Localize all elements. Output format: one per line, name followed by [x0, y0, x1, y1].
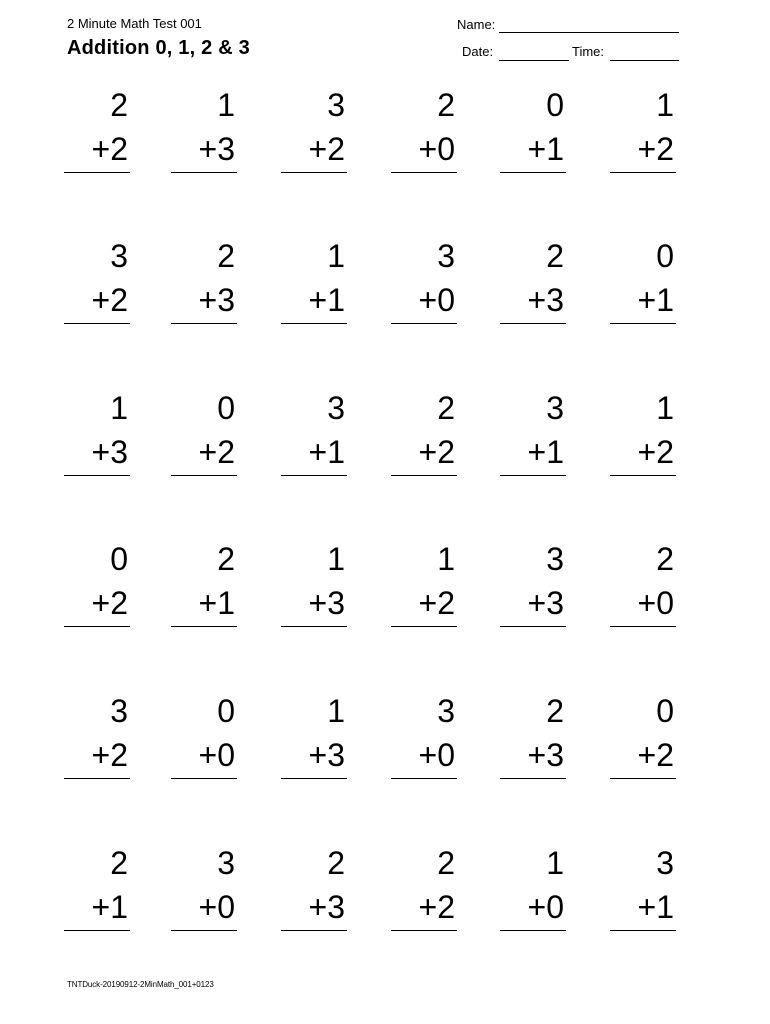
- answer-line[interactable]: [281, 475, 347, 476]
- answer-line[interactable]: [281, 323, 347, 324]
- answer-line[interactable]: [64, 172, 130, 173]
- bottom-addend: +1: [308, 434, 345, 470]
- bottom-addend: +3: [527, 585, 564, 621]
- addition-problem: [281, 238, 347, 338]
- top-addend: 2: [546, 693, 564, 729]
- answer-line[interactable]: [500, 778, 566, 779]
- bottom-addend: +2: [418, 889, 455, 925]
- bottom-addend: +3: [308, 737, 345, 773]
- top-addend: 3: [656, 845, 674, 881]
- addition-problem: [64, 87, 130, 187]
- top-addend: 2: [437, 87, 455, 123]
- top-addend: 2: [110, 87, 128, 123]
- addition-problem: [171, 845, 237, 945]
- bottom-addend: +1: [637, 282, 674, 318]
- answer-line[interactable]: [500, 475, 566, 476]
- bottom-addend: +2: [637, 131, 674, 167]
- answer-line[interactable]: [610, 930, 676, 931]
- addition-problem: [64, 845, 130, 945]
- page-title: Addition 0, 1, 2 & 3: [67, 37, 250, 59]
- bottom-addend: +3: [91, 434, 128, 470]
- addition-problem: [171, 390, 237, 490]
- addition-problem: [391, 693, 457, 793]
- top-addend: 2: [656, 541, 674, 577]
- addition-problem: [281, 693, 347, 793]
- bottom-addend: +2: [91, 282, 128, 318]
- top-addend: 2: [437, 845, 455, 881]
- top-addend: 2: [327, 845, 345, 881]
- bottom-addend: +2: [91, 585, 128, 621]
- answer-line[interactable]: [64, 323, 130, 324]
- date-label: Date:: [462, 44, 494, 59]
- bottom-addend: +2: [91, 737, 128, 773]
- addition-problem: [64, 390, 130, 490]
- addition-problem: [610, 541, 676, 641]
- addition-problem: [391, 87, 457, 187]
- top-addend: 3: [437, 693, 455, 729]
- answer-line[interactable]: [391, 323, 457, 324]
- answer-line[interactable]: [281, 778, 347, 779]
- answer-line[interactable]: [391, 930, 457, 931]
- bottom-addend: +0: [527, 889, 564, 925]
- top-addend: 0: [656, 693, 674, 729]
- addition-problem: [391, 541, 457, 641]
- answer-line[interactable]: [64, 626, 130, 627]
- top-addend: 3: [110, 693, 128, 729]
- top-addend: 0: [110, 541, 128, 577]
- addition-problem: [281, 390, 347, 490]
- answer-line[interactable]: [171, 930, 237, 931]
- bottom-addend: +1: [91, 889, 128, 925]
- answer-line[interactable]: [500, 172, 566, 173]
- addition-problem: [500, 87, 566, 187]
- bottom-addend: +2: [637, 737, 674, 773]
- bottom-addend: +3: [308, 889, 345, 925]
- addition-problem: [281, 541, 347, 641]
- bottom-addend: +1: [527, 131, 564, 167]
- answer-line[interactable]: [391, 172, 457, 173]
- addition-problem: [171, 238, 237, 338]
- addition-problem: [500, 390, 566, 490]
- bottom-addend: +3: [308, 585, 345, 621]
- answer-line[interactable]: [171, 475, 237, 476]
- bottom-addend: +0: [418, 737, 455, 773]
- addition-problem: [64, 541, 130, 641]
- addition-problem: [391, 390, 457, 490]
- bottom-addend: +1: [308, 282, 345, 318]
- addition-problem: [391, 238, 457, 338]
- top-addend: 1: [546, 845, 564, 881]
- bottom-addend: +2: [418, 585, 455, 621]
- name-label: Name:: [457, 17, 496, 32]
- addition-problem: [171, 87, 237, 187]
- answer-line[interactable]: [64, 475, 130, 476]
- addition-problem: [281, 87, 347, 187]
- bottom-addend: +1: [527, 434, 564, 470]
- top-addend: 2: [217, 541, 235, 577]
- answer-line[interactable]: [171, 323, 237, 324]
- bottom-addend: +3: [198, 282, 235, 318]
- answer-line[interactable]: [500, 626, 566, 627]
- top-addend: 3: [217, 845, 235, 881]
- top-addend: 2: [110, 845, 128, 881]
- top-addend: 2: [546, 238, 564, 274]
- answer-line[interactable]: [391, 475, 457, 476]
- top-addend: 2: [437, 390, 455, 426]
- bottom-addend: +2: [91, 131, 128, 167]
- top-addend: 1: [217, 87, 235, 123]
- addition-problem: [281, 845, 347, 945]
- top-addend: 1: [656, 390, 674, 426]
- answer-line[interactable]: [610, 172, 676, 173]
- top-addend: 1: [327, 541, 345, 577]
- addition-problem: [500, 238, 566, 338]
- top-addend: 1: [327, 693, 345, 729]
- answer-line[interactable]: [171, 172, 237, 173]
- answer-line[interactable]: [610, 475, 676, 476]
- bottom-addend: +2: [198, 434, 235, 470]
- bottom-addend: +2: [418, 434, 455, 470]
- answer-line[interactable]: [281, 626, 347, 627]
- answer-line[interactable]: [610, 778, 676, 779]
- addition-problem: [500, 541, 566, 641]
- bottom-addend: +0: [198, 737, 235, 773]
- bottom-addend: +2: [308, 131, 345, 167]
- top-addend: 3: [327, 87, 345, 123]
- top-addend: 0: [217, 693, 235, 729]
- top-addend: 3: [437, 238, 455, 274]
- answer-line[interactable]: [610, 626, 676, 627]
- answer-line[interactable]: [281, 930, 347, 931]
- answer-line[interactable]: [64, 778, 130, 779]
- top-addend: 0: [546, 87, 564, 123]
- top-addend: 0: [217, 390, 235, 426]
- addition-problem: [171, 693, 237, 793]
- answer-line[interactable]: [500, 323, 566, 324]
- bottom-addend: +0: [418, 131, 455, 167]
- answer-line[interactable]: [64, 930, 130, 931]
- top-addend: 3: [110, 238, 128, 274]
- top-addend: 2: [217, 238, 235, 274]
- bottom-addend: +3: [527, 737, 564, 773]
- top-addend: 1: [656, 87, 674, 123]
- addition-problem: [610, 390, 676, 490]
- addition-problem: [64, 693, 130, 793]
- top-addend: 3: [327, 390, 345, 426]
- addition-problem: [610, 87, 676, 187]
- addition-problem: [64, 238, 130, 338]
- bottom-addend: +2: [637, 434, 674, 470]
- bottom-addend: +0: [418, 282, 455, 318]
- answer-line[interactable]: [391, 626, 457, 627]
- addition-problem: [610, 238, 676, 338]
- answer-line[interactable]: [171, 778, 237, 779]
- addition-problem: [391, 845, 457, 945]
- test-subtitle: 2 Minute Math Test 001: [67, 16, 202, 31]
- answer-line[interactable]: [610, 323, 676, 324]
- top-addend: 1: [110, 390, 128, 426]
- answer-line[interactable]: [500, 930, 566, 931]
- top-addend: 0: [656, 238, 674, 274]
- bottom-addend: +3: [527, 282, 564, 318]
- footer-code: TNTDuck-20190912-2MinMath_001+0123: [67, 980, 214, 989]
- top-addend: 1: [327, 238, 345, 274]
- addition-problem: [500, 693, 566, 793]
- bottom-addend: +1: [637, 889, 674, 925]
- top-addend: 3: [546, 541, 564, 577]
- top-addend: 3: [546, 390, 564, 426]
- top-addend: 1: [437, 541, 455, 577]
- answer-line[interactable]: [281, 172, 347, 173]
- bottom-addend: +0: [198, 889, 235, 925]
- addition-problem: [610, 845, 676, 945]
- time-label: Time:: [572, 44, 605, 59]
- addition-problem: [610, 693, 676, 793]
- bottom-addend: +3: [198, 131, 235, 167]
- addition-problem: [171, 541, 237, 641]
- bottom-addend: +0: [637, 585, 674, 621]
- bottom-addend: +1: [198, 585, 235, 621]
- answer-line[interactable]: [171, 626, 237, 627]
- answer-line[interactable]: [391, 778, 457, 779]
- addition-problem: [500, 845, 566, 945]
